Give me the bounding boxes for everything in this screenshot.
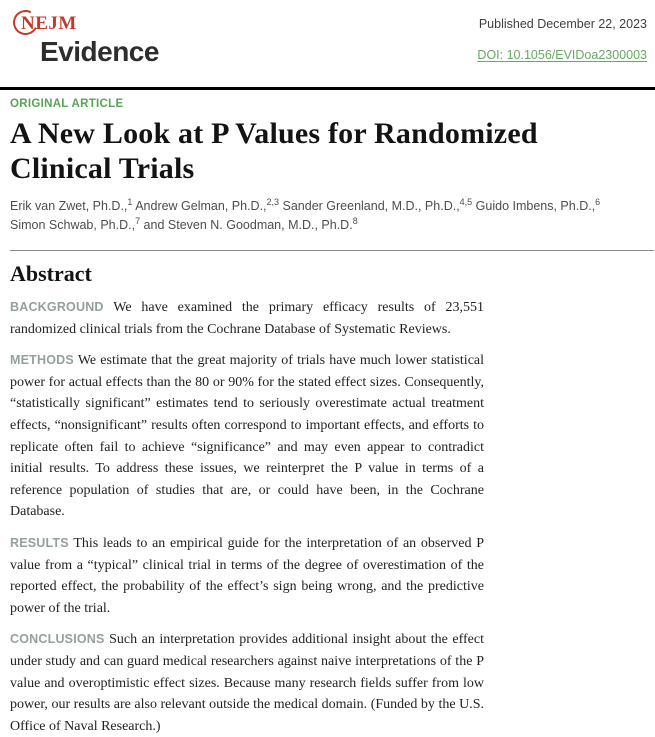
abstract-sections (10, 297, 655, 737)
article-title-line1: A New Look at P Values for Randomized (10, 117, 538, 150)
header-divider (0, 87, 655, 90)
author-affiliation-sup: 6 (595, 196, 601, 207)
abstract-section (10, 629, 484, 737)
abstract-section-text: Such an interpretation provides additional insight about the effect under study and can guard medical researchers against naive interpretations of the P value and overoptimistic effect sizes. Because many research fields suffer from low power, our results are also relevant outside the medical domain. (Funded by the U.S. Office of Naval Research.) (10, 632, 485, 734)
header-meta (477, 17, 647, 64)
abstract-section-text: We estimate that the great majority of trials have much lower statistical power for actual effects than the 80 or 90% for the stated effect sizes. Consequently, “statistically significant” estimates tend to seriously overestimate actual treatment effects, “nonsignificant” results often correspond to important effects, and efforts to replicate often fail to achieve “significance” and may even appear to contradict initial results. To address these issues, we reinterpret the P value in terms of a reference population of studies that are, or could have been, in the Cochrane Database. (10, 353, 485, 520)
author-name: and Steven N. Goodman, M.D., Ph.D. (140, 218, 353, 232)
author-affiliation-sup: 7 (135, 215, 141, 226)
evidence-logo-text: Evidence (40, 36, 159, 67)
article-title (10, 116, 655, 186)
author-affiliation-sup: 1 (127, 196, 133, 207)
abstract-section (10, 533, 484, 619)
abstract-section-label: RESULTS (10, 535, 69, 550)
author-line (10, 197, 655, 216)
abstract-heading: Abstract (10, 261, 92, 286)
journal-header (0, 0, 655, 88)
author-name: Sander Greenland, M.D., Ph.D., (279, 199, 460, 213)
abstract-section-text: This leads to an empirical guide for the interpretation of an observed P value from a “typical” clinical trial in terms of the degree of overestimation of the reported effect, the probability of the effect’s sign being wrong, and the predictive power of the trial. (10, 535, 484, 616)
abstract-section-text: We have examined the primary efficacy results of 23,551 randomized clinical trials from the Cochrane Database of Systematic Reviews. (10, 300, 484, 337)
author-name: Andrew Gelman, Ph.D., (132, 199, 267, 213)
author-affiliation-sup: 4,5 (459, 196, 473, 207)
article-body (0, 88, 655, 737)
abstract-section-label: METHODS (10, 353, 74, 368)
abstract-section (10, 350, 484, 523)
author-name: Guido Imbens, Ph.D., (472, 199, 596, 213)
author-line (10, 216, 655, 235)
author-affiliation-sup: 2,3 (266, 196, 280, 207)
published-date: Published December 22, 2023 (478, 17, 647, 31)
nejm-evidence-logo (14, 13, 159, 68)
doi-link[interactable]: DOI: 10.1056/EVIDoa2300003 (477, 48, 647, 62)
nejm-wordmark (14, 13, 77, 35)
abstract-divider (10, 250, 654, 251)
author-affiliation-sup: 8 (352, 215, 358, 226)
abstract-section-label: CONCLUSIONS (10, 632, 105, 647)
abstract-section-label: BACKGROUND (10, 300, 104, 314)
author-list (10, 197, 655, 235)
abstract-section (10, 297, 484, 340)
author-name: Simon Schwab, Ph.D., (10, 218, 136, 232)
author-name: Erik van Zwet, Ph.D., (10, 199, 128, 213)
article-title-line2: Clinical Trials (10, 152, 195, 185)
article-type-label: ORIGINAL ARTICLE (10, 98, 124, 110)
nejm-logo-text: NEJM (21, 13, 77, 34)
